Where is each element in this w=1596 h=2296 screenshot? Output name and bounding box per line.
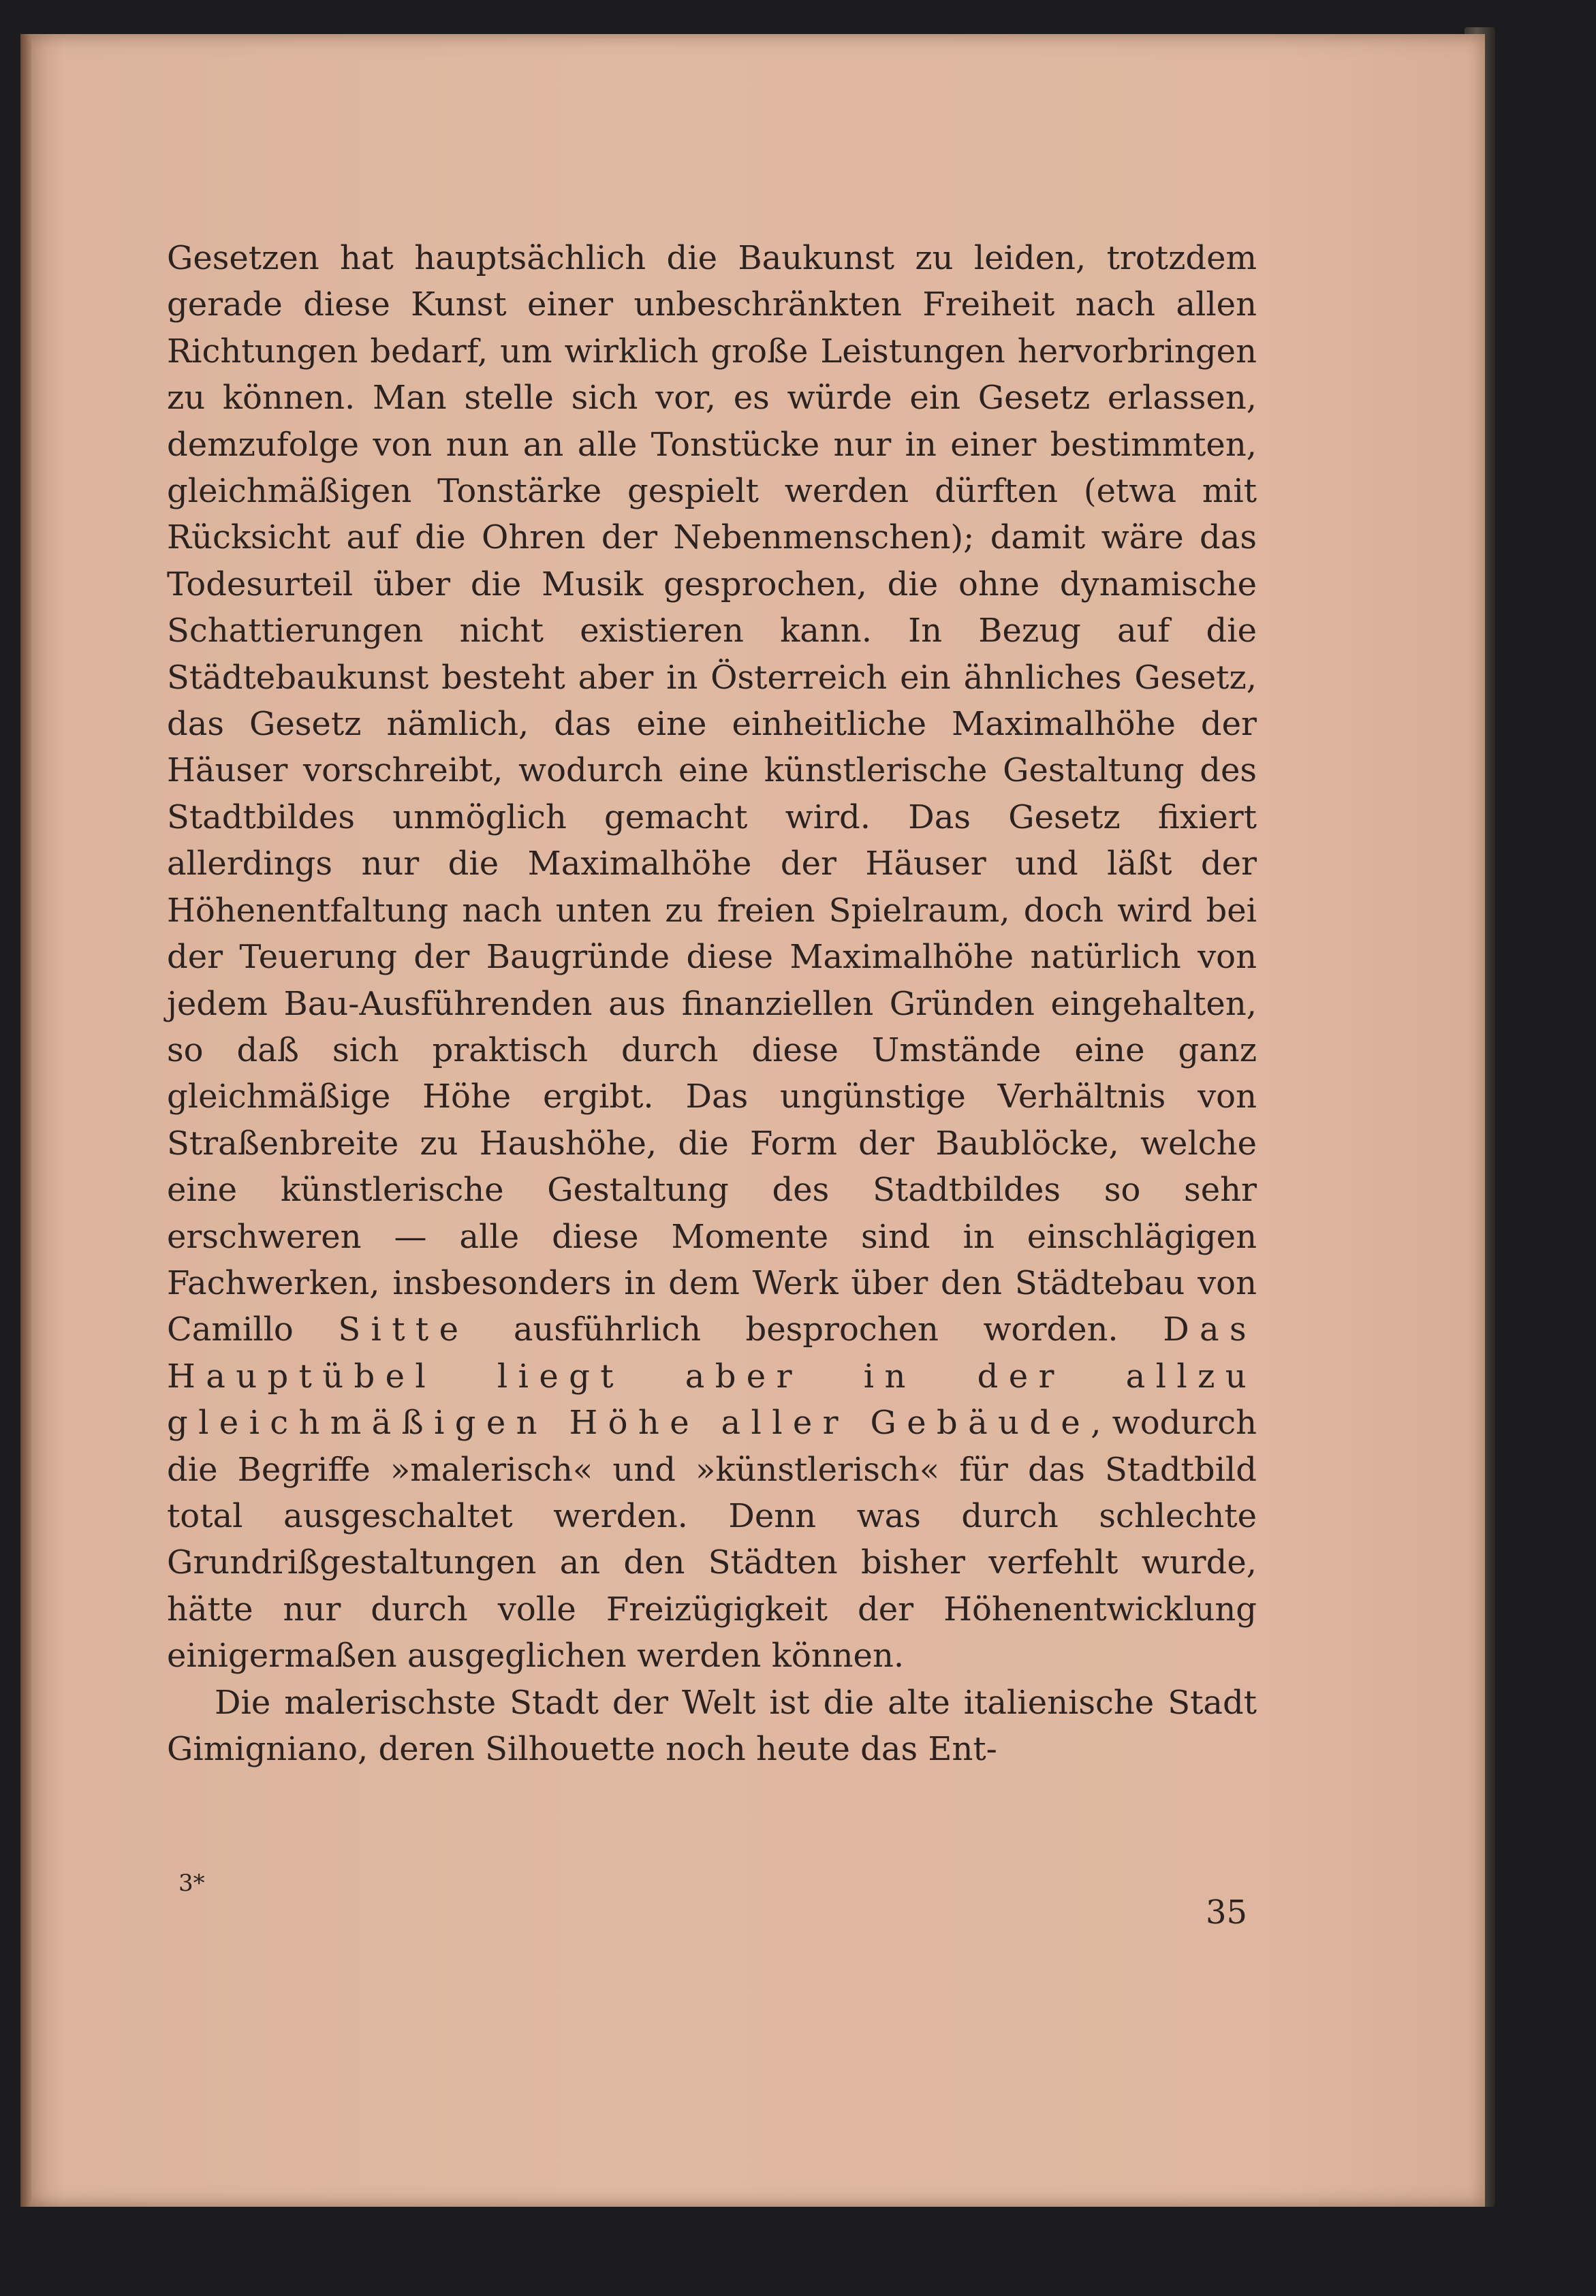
- page-number: 35: [1206, 1893, 1248, 1932]
- paragraph-text: Gesetzen hat hauptsächlich die Baukunst zu leiden, trotzdem gerade diese Kunst einer unbeschränkten Freiheit nach allen Richtungen bedarf, um wirklich große Leistungen hervorbringen zu können. Man stelle sich vor, es würde ein Gesetz erlassen, demzufolge von nun an alle Tonstücke nur in einer bestimmten, gleichmäßigen Tonstärke gespielt werden dürften (etwa mit Rücksicht auf die Ohren der Nebenmenschen); damit wäre das Todesurteil über die Musik gesprochen, die ohne dynamische Schattierungen nicht existieren kann. In Bezug auf die Städtebaukunst besteht aber in Österreich ein ähnliches Gesetz, das Gesetz nämlich, das eine einheitliche Maximalhöhe der Häuser vorschreibt, wodurch eine künstlerische Gestaltung des Stadtbildes unmöglich gemacht wird. Das Gesetz fixiert allerdings nur die Maximalhöhe der Häuser und läßt der Höhenentfaltung nach unten zu freien Spielraum, doch wird bei der Teuerung der Baugründe diese Maximalhöhe natürlich von jedem Bau-Ausführenden aus finanziellen Gründen eingehalten, so daß sich praktisch durch diese Umstände eine ganz gleichmäßige Höhe ergibt. Das ungünstige Verhältnis von Straßenbreite zu Haushöhe, die Form der Baublöcke, welche eine künstlerische Gestaltung des Stadtbildes so sehr erschweren — alle diese Momente sind in einschlägigen Fachwerken, insbesonders in dem Werk über den Städtebau von Camillo: [167, 239, 1257, 1349]
- page-gutter: [20, 34, 31, 2207]
- paragraph-text: , wodurch die Begriffe »malerisch« und »künstlerisch« für das Stadtbild total ausgeschaltet werden. Denn was durch schlechte Grundrißgestaltungen an den Städten bisher verfehlt wurde, hätte nur durch volle Freizügigkeit der Höhenentwicklung einigermaßen ausgeglichen werden können.: [167, 1404, 1257, 1676]
- body-text: [167, 235, 1257, 1772]
- paragraph-text: ausführlich besprochen worden.: [469, 1310, 1163, 1349]
- signature-mark: 3*: [178, 1870, 205, 1897]
- paragraph: Die malerischste Stadt der Welt ist die alte italienische Stadt Gimigniano, deren Silhouette noch heute das Ent-: [167, 1683, 1257, 1768]
- paragraph: [167, 235, 1257, 1680]
- emphasized-name: Sitte: [338, 1310, 469, 1349]
- emphasized-sentence: Das Hauptübel liegt aber in der allzu gleichmäßigen Höhe aller Gebäude: [167, 1310, 1257, 1443]
